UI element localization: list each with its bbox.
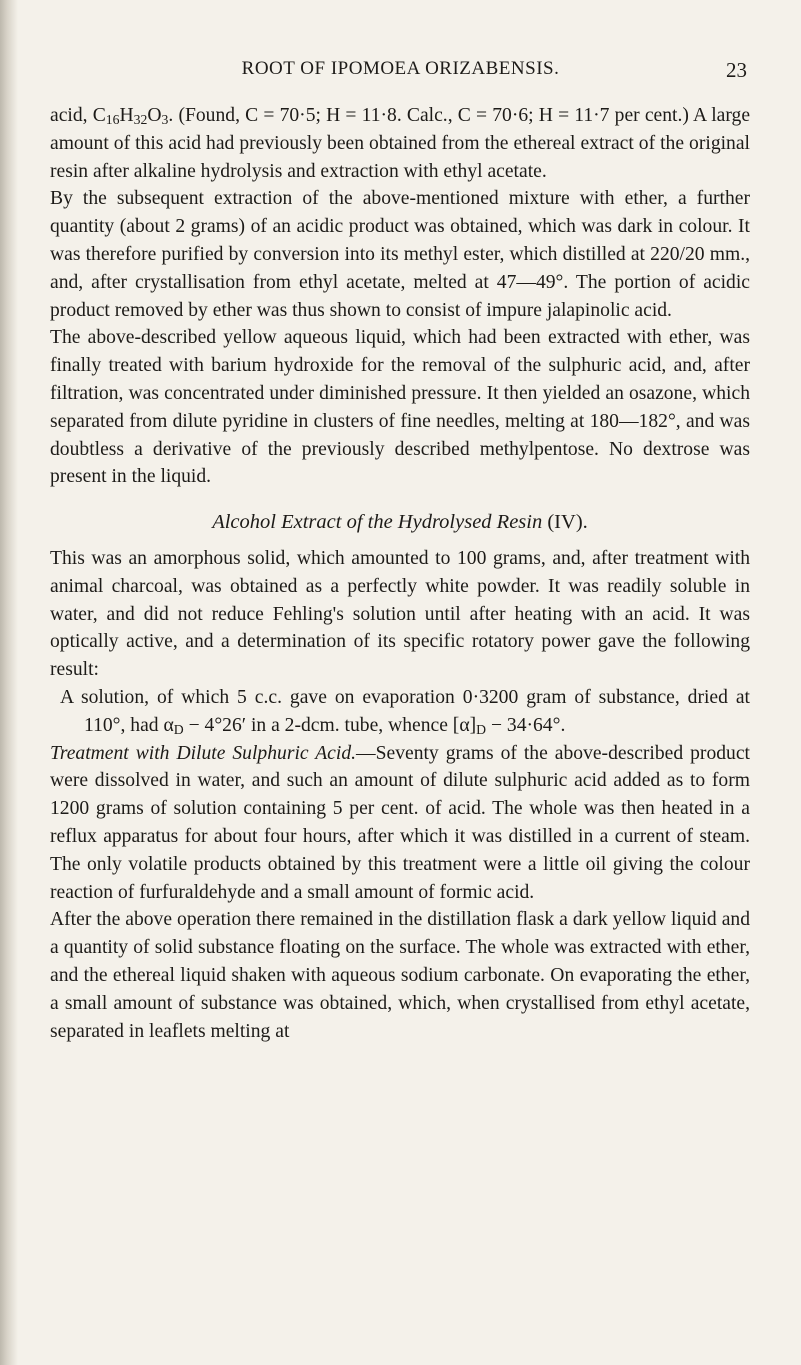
paragraph-rotation-result: A solution, of which 5 c.c. gave on evaporation 0·3200 gram of substance, dried at 110°, had $\alpha_D - 4^\circ 26'$ in a 2-dcm. tube, whence $[\alpha]_D - 34\cdot 64^\circ$. [60, 686, 750, 737]
section-heading: Alcohol Extract of the Hydrolysed Resin (IV). [212, 511, 588, 534]
paragraph-distillation-flask: After the above operation there remained in the distillation flask a dark yellow liquid and a quantity of solid substance floating on the surface. The whole was extracted with ether, and the ethereal liquid shaken with aqueous sodium carbonate. On evaporating the ether, a small amount of substance was obtained, which, when crystallised from ethyl acetate, separated in leaflets melting at [50, 909, 750, 1042]
paragraph-continuation: acid, $C_{16}H_{32}O_3$. (Found, C = 70·5; H = 11·8. Calc., C = 70·6; H = 11·7 per cent.) A large amount of this acid had previously been obtained from the ethereal extract of the original resin after alkaline hydrolysis and extraction with ethyl acetate. [50, 105, 751, 182]
paragraph-sulphuric-acid-treatment: Treatment with Dilute Sulphuric Acid.—Seventy grams of the above-described product were dissolved in water, and such an amount of dilute sulphuric acid added as to form 1200 grams of solution containing 5 per cent. of acid. The whole was then heated in a reflux apparatus for about four hours, after which it was distilled in a current of steam. The only volatile products obtained by this treatment were a little oil giving the colour reaction of furfuraldehyde and a small amount of formic acid. [50, 742, 750, 903]
body-text [50, 102, 750, 1045]
paragraph-aqueous-liquid: The above-described yellow aqueous liquid, which had been extracted with ether, was finally treated with barium hydroxide for the removal of the sulphuric acid, and, after filtration, was concentrated under diminished pressure. It then yielded an osazone, which separated from dilute pyridine in clusters of fine needles, melting at 180—182°, and was doubtless a derivative of the previously described methylpentose. No dextrose was present in the liquid. [50, 327, 750, 488]
page-number: 23 [726, 58, 747, 82]
subheading-treatment: Treatment with Dilute Sulphuric Acid. [50, 742, 357, 764]
paragraph-amorphous-solid: This was an amorphous solid, which amounted to 100 grams, and, after treatment with animal charcoal, was obtained as a perfectly white powder. It was readily soluble in water, and did not reduce Fehling's solution until after heating with an acid. It was optically active, and a determination of its specific rotatory power gave the following result: [50, 547, 750, 681]
paragraph-ether-extraction: By the subsequent extraction of the above-mentioned mixture with ether, a further quantity (about 2 grams) of an acidic product was obtained, which was dark in colour. It was therefore purified by conversion into its methyl ester, which distilled at 220/20 mm., and, after crystallisation from ethyl acetate, melted at 47—49°. The portion of acidic product removed by ether was thus shown to consist of impure jalapinolic acid. [50, 188, 750, 321]
page-header [0, 58, 801, 88]
running-title: ROOT OF IPOMOEA ORIZABENSIS. [241, 58, 560, 79]
page-binding-shadow [0, 0, 18, 1365]
